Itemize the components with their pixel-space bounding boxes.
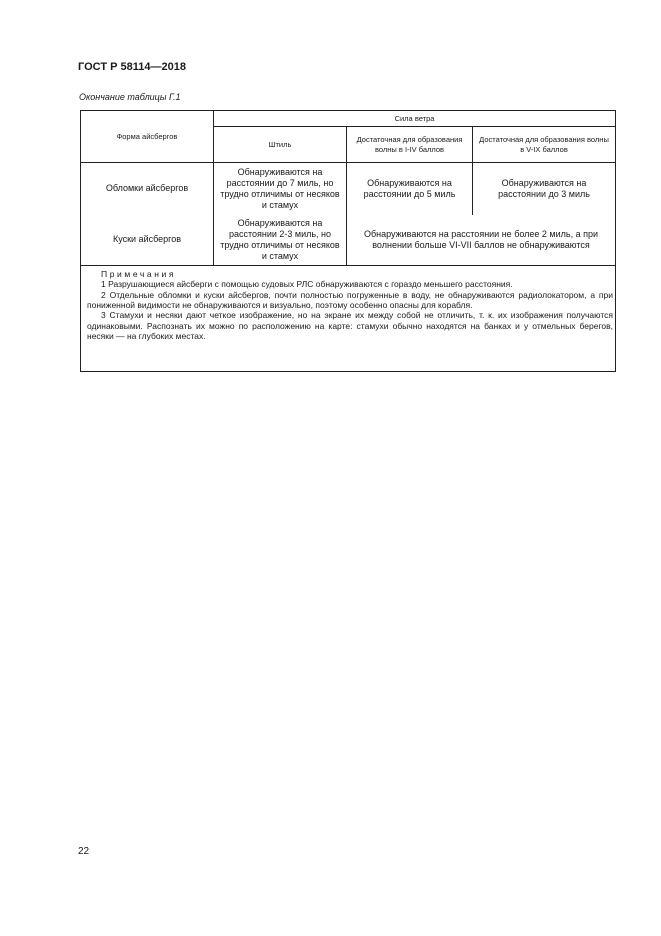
row-2-form: Куски айсбергов xyxy=(81,215,214,266)
row-1-wave-5-9: Обнаруживаются на расстоянии до 3 миль xyxy=(473,163,616,215)
header-iceberg-form: Форма айсбергов xyxy=(81,111,214,163)
header-calm: Штиль xyxy=(214,127,347,163)
header-wave-5-9: Достаточная для образования волны в V-IX баллов xyxy=(473,127,616,163)
table-caption: Окончание таблицы Г.1 xyxy=(79,92,181,102)
row-1-calm: Обнаруживаются на расстоянии до 7 миль, но трудно отличимы от несяков и стамух xyxy=(214,163,347,215)
header-wave-1-4: Достаточная для образования волны в I-IV баллов xyxy=(347,127,473,163)
note-item: 3 Стамухи и несяки дают четкое изображение, но на экране их между собой не отличить, т. к. их изображения получаются одинаковыми. Распознать их можно по расположению на карте: стамухи обычно находятся на банках и у отмельных берегов, несяки — на глубоких местах. xyxy=(87,310,613,342)
page-number: 22 xyxy=(78,846,90,857)
row-2-waves: Обнаруживаются на расстоянии не более 2 миль, а при волнении больше VI-VII баллов не обнаруживаются xyxy=(347,215,616,266)
header-wind-force: Сила ветра xyxy=(214,111,616,127)
note-item: 1 Разрушающиеся айсберги с помощью судовых РЛС обнаруживаются с гораздо меньшего расстояния. xyxy=(101,279,513,290)
row-1-wave-1-4: Обнаруживаются на расстоянии до 5 миль xyxy=(347,163,473,215)
table-notes xyxy=(81,266,616,372)
note-item: 2 Отдельные обломки и куски айсбергов, почти полностью погруженные в воду, не обнаруживаются радиолокатором, а при пониженной видимости не обнаруживаются и визуально, поэтому особенно опасны для корабля. xyxy=(87,289,613,311)
notes-title: Примечания xyxy=(101,269,177,279)
iceberg-detection-table xyxy=(80,110,616,372)
row-2-calm: Обнаруживаются на расстоянии 2-3 миль, но трудно отличимы от несяков и стамух xyxy=(214,215,347,266)
row-1-form: Обломки айсбергов xyxy=(81,163,214,215)
document-header: ГОСТ Р 58114—2018 xyxy=(78,61,186,73)
